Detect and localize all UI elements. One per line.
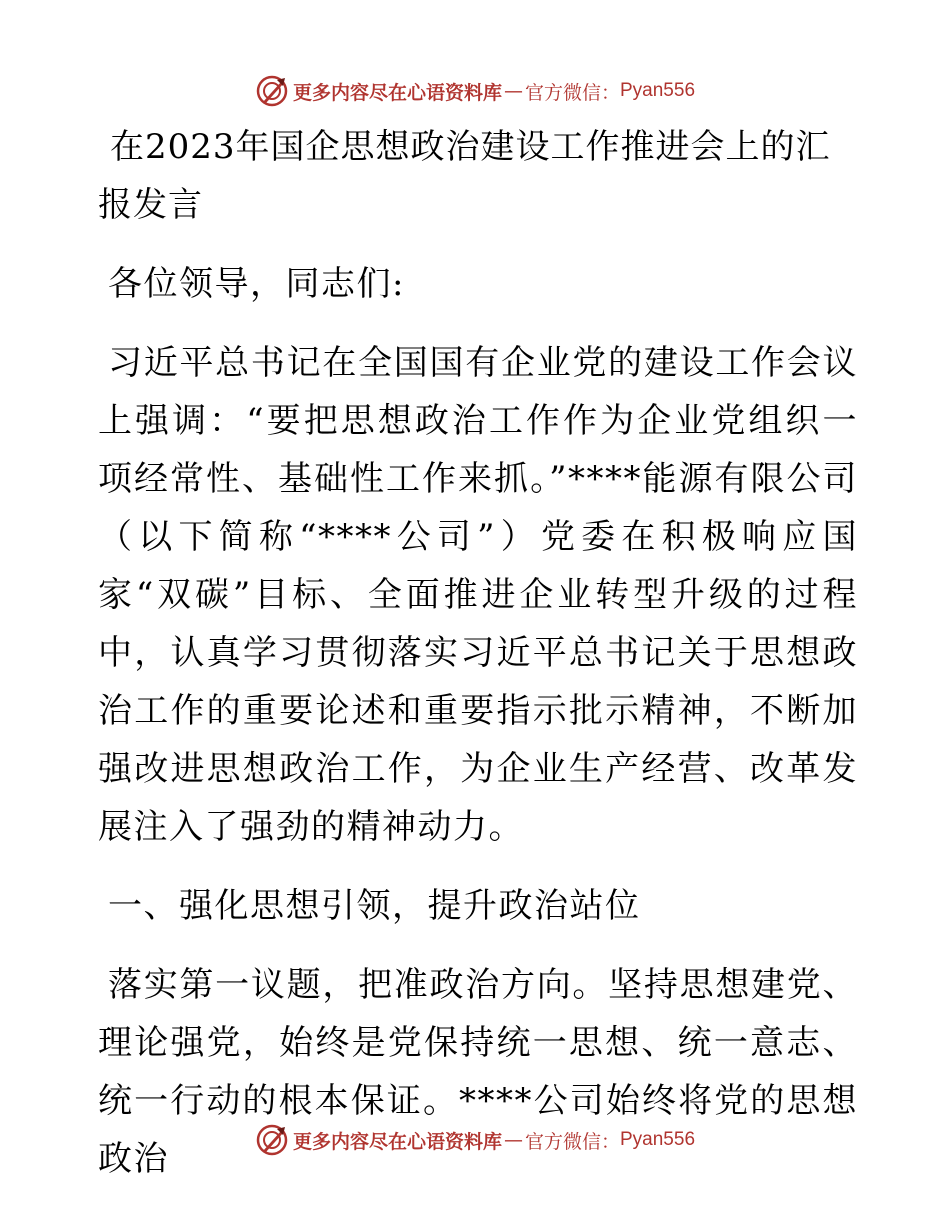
document-title: 在2023年国企思想政治建设工作推进会上的汇报发言 <box>98 127 831 225</box>
banner-site-text: 更多内容尽在心语资料库 <box>292 1130 502 1153</box>
banner-dash: — <box>503 80 523 102</box>
spacer <box>98 313 858 334</box>
salutation: 各位领导，同志们: <box>108 264 405 304</box>
banner-wechat-id: Pyan556 <box>620 80 696 101</box>
banner-wechat-label: 官方微信： <box>524 81 620 104</box>
banner-wechat-label: 官方微信： <box>524 1130 620 1153</box>
section-heading: 一、强化思想引领，提升政治站位 <box>108 886 641 926</box>
intro-paragraph: 习近平总书记在全国国有企业党的建设工作会议上强调：“要把思想政治工作作为企业党组织一项经常性、基础性工作来抓。”****能源有限公司（以下简称“****公司”）党委在积极响应国家“双碳”目标、全面推进企业转型升级的过程中，认真学习贯彻落实习近平总书记关于思想政治工作的重要论述和重要指示批示精神，不断加强改进思想政治工作，为企业生产经营、改革发展注入了强劲的精神动力。 <box>98 343 858 847</box>
quill-logo-icon <box>255 74 289 108</box>
spacer <box>98 935 858 956</box>
section-paragraph: 落实第一议题，把准政治方向。坚持思想建党、理论强党，始终是党保持统一思想、统一意志、统一行动的根本保证。****公司始终将党的思想政治 <box>98 965 858 1179</box>
banner-dash: — <box>503 1129 523 1151</box>
quill-logo-icon <box>255 1123 289 1157</box>
banner-site-text: 更多内容尽在心语资料库 <box>292 81 502 104</box>
spacer <box>98 234 858 255</box>
spacer <box>98 856 858 877</box>
document-body <box>98 118 858 1188</box>
banner-wechat-id: Pyan556 <box>620 1129 696 1150</box>
footer-watermark-banner <box>0 1120 950 1160</box>
header-watermark-banner <box>0 71 950 111</box>
